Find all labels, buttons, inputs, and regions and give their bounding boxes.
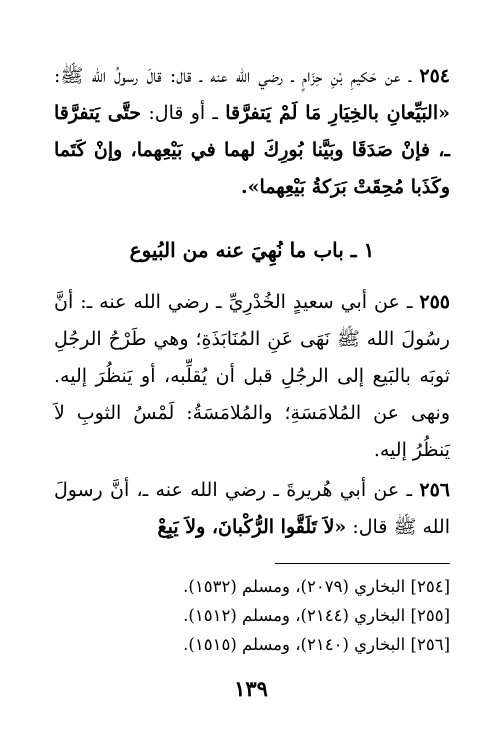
hadith-256 [54,472,450,546]
hadith-255 [54,284,450,469]
page-number: ١٣٩ [234,676,268,701]
hadith-254 [54,58,450,206]
footnote-255: [٢٥٥] البخاري (٢١٤٤)، ومسلم (١٥١٢). [183,606,450,625]
hadith-255-text: ـ عن أبي سعيدٍ الخُدْرِيِّ ـ رضي الله عنه ـ: أنَّ رسُولَ الله ﷺ نَهَى عَنِ المُنَابَذَةِ؛ وهي طَرْحُ الرجُلِ ثوبَه بالبَيع إلى الرجُلِ قبل أن يُقلِّبه، أو يَنظُرَ إليه. ونهى عن المُلامَسَةِ؛ والمُلامَسَةُ: لَمْسُ الثوبِ لاَ يَنظُرُ إليه. [54,291,450,461]
footnotes [54,572,450,659]
hadith-254-intro: ـ عن حَكيمِ بْنِ حِزَامٍ ـ رضي الله عنه ـ قال: قالَ رسولُ الله ﷺ: [54,65,412,87]
footnote-divider [275,563,450,564]
hadith-254-quote-1: «البَيِّعانِ بالخِيَارِ مَا لَمْ يَتفرَّقا [225,102,450,124]
footnote-256: [٢٥٦] البخاري (٢١٤٠)، ومسلم (١٥١٥). [183,635,450,654]
hadith-256-number: ٢٥٦ [419,479,450,501]
hadith-254-number: ٢٥٤ [419,65,450,87]
hadith-256-quote: «لاَ تَلَقَّوا الرُّكْبانَ، ولاَ يَبِعْ [157,516,347,538]
chapter-heading: ١ ـ باب ما نُهِيَ عنه من البُيوع [129,238,375,262]
footnote-254: [٢٥٤] البخاري (٢٠٧٩)، ومسلم (١٥٣٢). [183,577,450,596]
hadith-256-intro: ـ عن أبي هُريرةَ ـ رضي الله عنه ـ، أنَّ رسولَ الله ﷺ قال: [54,479,450,538]
hadith-254-mid: ـ أو قال: [148,102,218,124]
hadith-254-quote-2: حتَّى يَتفرَّقا ـ، فإنْ صَدَقَا وبَيَّنا بُورِكَ لهما في بَيْعِهما، وإنْ كَتَما وكَذَبا مُحِقَتْ بَرَكةُ بَيْعِهما». [54,102,450,198]
hadith-255-number: ٢٥٥ [419,291,450,313]
